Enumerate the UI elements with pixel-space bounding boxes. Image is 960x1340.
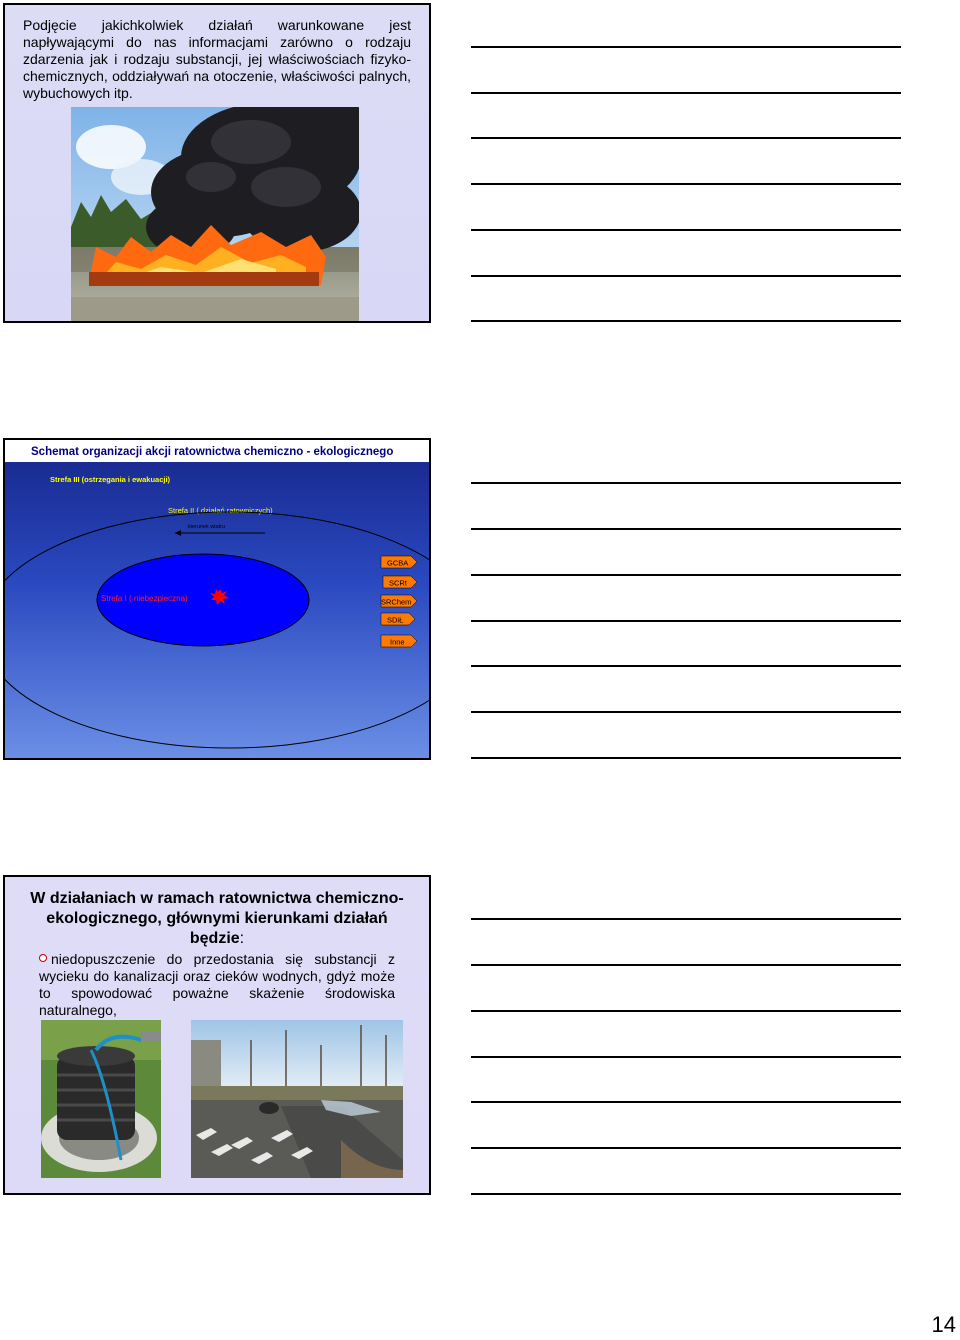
unit-GCBA [381, 556, 417, 568]
bullet-icon [39, 954, 47, 962]
note-line [471, 1101, 901, 1103]
slide-1-text: Podjęcie jakichkolwiek działań warunkowane jest napływającymi do nas informacjami zarówno o rodzaju zdarzenia jak i rodzaju substancji, jej właściwościach fizyko-chemicznych, oddziaływań na otoczenie, właściwości palnych, wybuchowych itp. [23, 17, 411, 101]
note-line [471, 183, 901, 185]
note-line [471, 482, 901, 484]
note-line [471, 1010, 901, 1012]
unit-SRChem [381, 595, 417, 607]
unit-SDiL [381, 613, 415, 625]
diagram-title: Schemat organizacji akcji ratownictwa chemiczno - ekologicznego [31, 446, 394, 458]
page-number: 14 [931, 1312, 956, 1337]
svg-text:Inne: Inne [390, 637, 405, 647]
svg-text:SCRt: SCRt [389, 578, 407, 588]
svg-text:GCBA: GCBA [387, 558, 409, 568]
zone-2-label: Strefa II ( działań ratowniczych) [168, 506, 273, 515]
slide-3-body: niedopuszczenie do przedostania się substancji z wycieku do kanalizacji oraz cieków wodnych, gdyż może to spowodować poważne skażenie środowiska naturalnego, [39, 951, 395, 1018]
note-line [471, 665, 901, 667]
note-line [471, 229, 901, 231]
note-line [471, 1147, 901, 1149]
note-line [471, 320, 901, 322]
note-line [471, 918, 901, 920]
zone-1-label: Strefa I ( niebezpieczna) [101, 594, 188, 603]
drain-seal-photo [41, 1020, 161, 1178]
svg-text:SRChem: SRChem [381, 597, 412, 607]
slide-2-diagram [3, 438, 431, 760]
slide-1 [3, 3, 431, 323]
note-line [471, 757, 901, 759]
road-spill-photo [191, 1020, 403, 1178]
note-line [471, 92, 901, 94]
slide-3-heading: W działaniach w ramach ratownictwa chemiczno-ekologicznego, głównymi kierunkami działań będzie: [30, 890, 404, 947]
slide-3 [3, 875, 431, 1195]
note-line [471, 46, 901, 48]
wind-direction-label: kierunek wiatru [188, 524, 225, 530]
note-line [471, 964, 901, 966]
note-line [471, 528, 901, 530]
note-line [471, 711, 901, 713]
fire-smoke-photo [71, 107, 359, 321]
unit-SCRt [383, 576, 417, 588]
svg-text:SDiŁ: SDiŁ [387, 615, 404, 625]
unit-Inne [381, 635, 417, 647]
note-line [471, 620, 901, 622]
note-line [471, 137, 901, 139]
zone-3-label: Strefa III (ostrzegania i ewakuacji) [50, 475, 171, 484]
note-line [471, 1193, 901, 1195]
note-line [471, 574, 901, 576]
note-line [471, 275, 901, 277]
note-line [471, 1056, 901, 1058]
